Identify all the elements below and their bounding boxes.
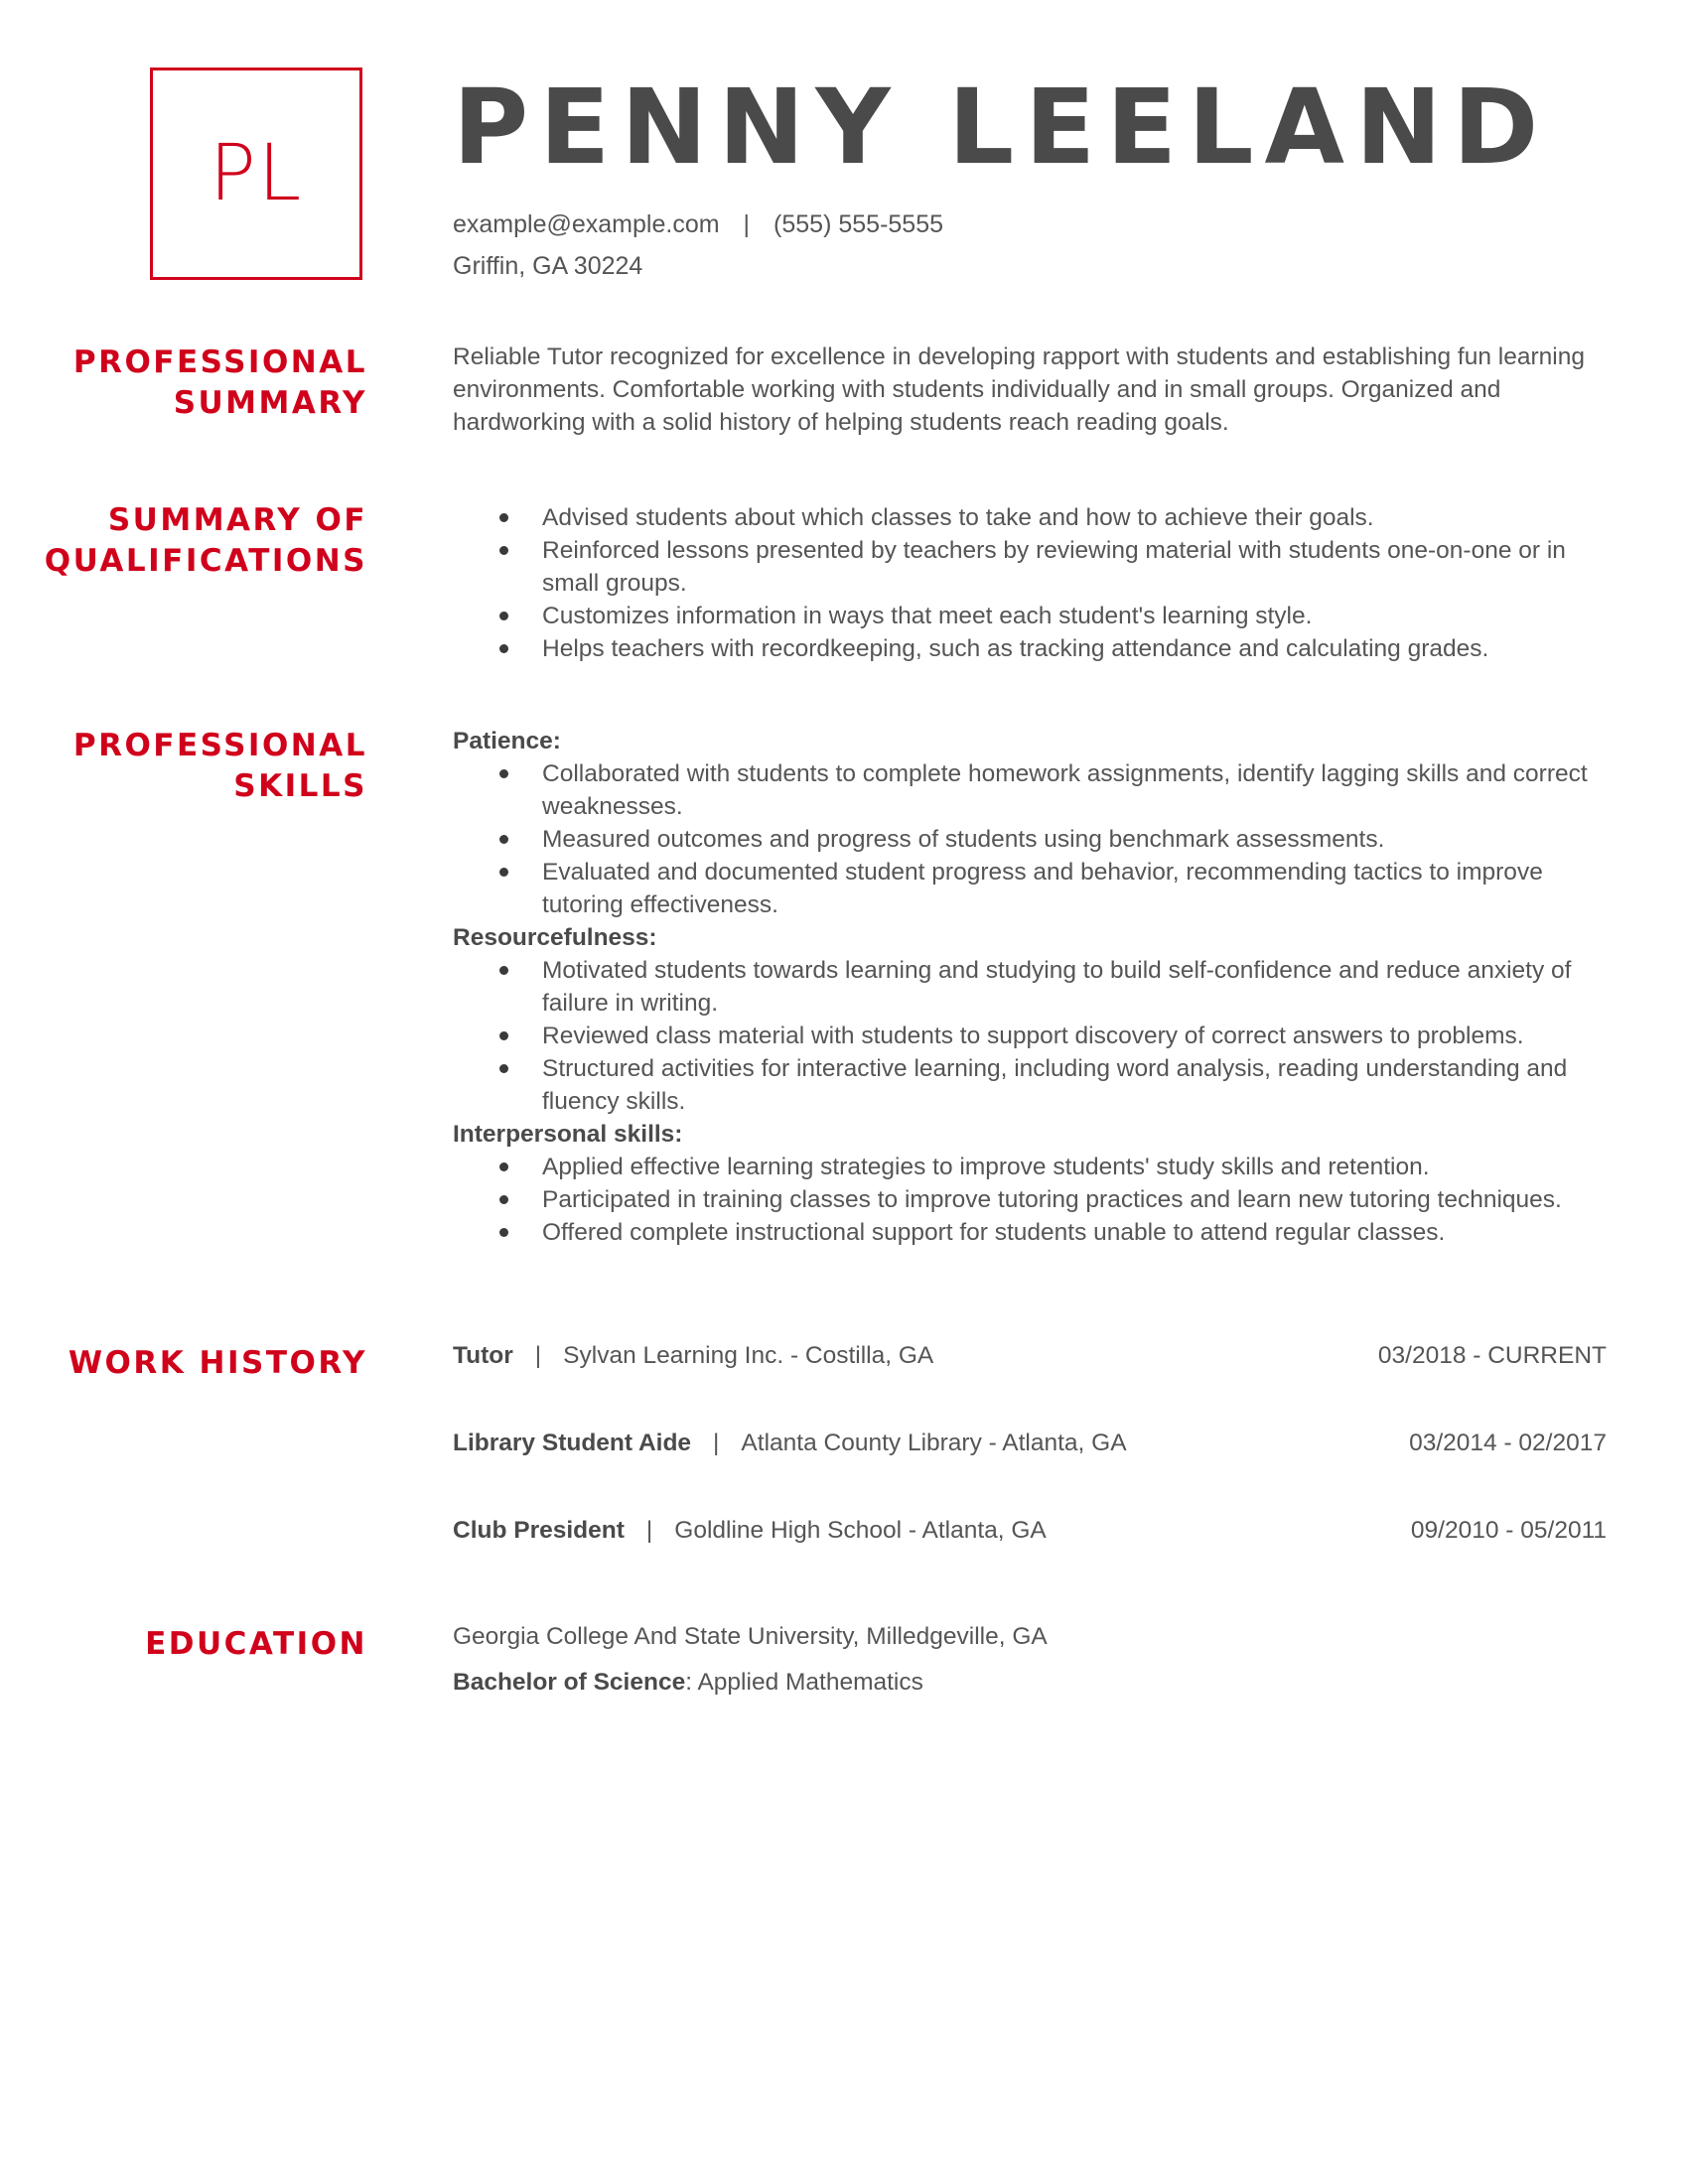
section-title-work-history: WORK HISTORY: [68, 1345, 367, 1381]
phone: (555) 555-5555: [774, 210, 944, 238]
job-dates: 09/2010 - 05/2011: [1410, 1517, 1607, 1544]
list-item: Advised students about which classes to take and how to achieve their goals.: [453, 501, 1607, 534]
section-title-qualifications: SUMMARY OF QUALIFICATIONS: [44, 502, 367, 579]
contact-info: [453, 204, 943, 287]
job-title: Library Student Aide: [453, 1430, 692, 1456]
list-item: Applied effective learning strategies to improve students' study skills and retention.: [453, 1151, 1607, 1183]
skill-heading: Resourcefulness:: [453, 924, 657, 951]
job-employer: Sylvan Learning Inc. - Costilla, GA: [563, 1342, 934, 1369]
list-item: Offered complete instructional support for students unable to attend regular classes.: [453, 1216, 1607, 1249]
qualifications-section: [453, 501, 1607, 665]
education-section: [453, 1620, 1607, 1699]
degree-label: Bachelor of Science: [453, 1669, 686, 1696]
job-separator: |: [713, 1430, 720, 1456]
summary-text: Reliable Tutor recognized for excellence in developing rapport with students and establishing fun learning environments. Comfortable working with students individually and in small groups. Organized and hardworking with a solid history of helping students reach reading goals.: [453, 343, 1585, 436]
degree-field: : Applied Mathematics: [685, 1669, 923, 1696]
job-dates: 03/2018 - CURRENT: [1377, 1342, 1607, 1369]
list-item: Customizes information in ways that meet each student's learning style.: [453, 600, 1607, 632]
skill-heading: Interpersonal skills:: [453, 1121, 683, 1148]
list-item: Reinforced lessons presented by teachers by reviewing material with students one-on-one or in small groups.: [453, 534, 1607, 600]
skills-section: [453, 725, 1607, 1249]
job-entry: [453, 1514, 1607, 1547]
contact-separator: |: [743, 210, 751, 238]
job-employer: Atlanta County Library - Atlanta, GA: [741, 1430, 1127, 1456]
job-separator: |: [645, 1517, 653, 1544]
monogram-logo: [150, 68, 362, 280]
section-title-education: EDUCATION: [145, 1626, 367, 1662]
qualifications-list: [453, 501, 1607, 665]
skill-heading: Patience:: [453, 728, 561, 754]
job-entry: [453, 1339, 1607, 1372]
skill-list: [453, 1151, 1607, 1249]
contact-line-1: [453, 204, 943, 245]
summary-section: [453, 341, 1607, 439]
skill-list: [453, 954, 1607, 1118]
location: Griffin, GA 30224: [453, 252, 643, 280]
education-school: Georgia College And State University, Milledgeville, GA: [453, 1623, 1048, 1650]
job-dates: 03/2014 - 02/2017: [1409, 1430, 1607, 1456]
education-degree: [453, 1666, 1607, 1699]
list-item: Collaborated with students to complete homework assignments, identify lagging skills and correct weaknesses.: [453, 757, 1607, 823]
section-title-skills: PROFESSIONAL SKILLS: [72, 728, 367, 804]
job-entry: [453, 1427, 1607, 1459]
skill-list: [453, 757, 1607, 921]
list-item: Evaluated and documented student progress and behavior, recommending tactics to improve tutoring effectiveness.: [453, 856, 1607, 921]
list-item: Helps teachers with recordkeeping, such as tracking attendance and calculating grades.: [453, 632, 1607, 665]
job-title: Club President: [453, 1517, 625, 1544]
email: example@example.com: [453, 210, 720, 238]
candidate-name: PENNY LEELAND: [453, 67, 1550, 188]
monogram-initials: PL: [209, 129, 304, 218]
work-history-section: [453, 1339, 1607, 1601]
list-item: Motivated students towards learning and studying to build self-confidence and reduce anxiety of failure in writing.: [453, 954, 1607, 1020]
list-item: Structured activities for interactive learning, including word analysis, reading understanding and fluency skills.: [453, 1052, 1607, 1118]
job-separator: |: [534, 1342, 542, 1369]
section-title-summary: PROFESSIONAL SUMMARY: [72, 344, 367, 421]
job-employer: Goldline High School - Atlanta, GA: [674, 1517, 1047, 1544]
list-item: Measured outcomes and progress of students using benchmark assessments.: [453, 823, 1607, 856]
list-item: Participated in training classes to improve tutoring practices and learn new tutoring techniques.: [453, 1183, 1607, 1216]
job-title: Tutor: [453, 1342, 513, 1369]
list-item: Reviewed class material with students to support discovery of correct answers to problems.: [453, 1020, 1607, 1052]
